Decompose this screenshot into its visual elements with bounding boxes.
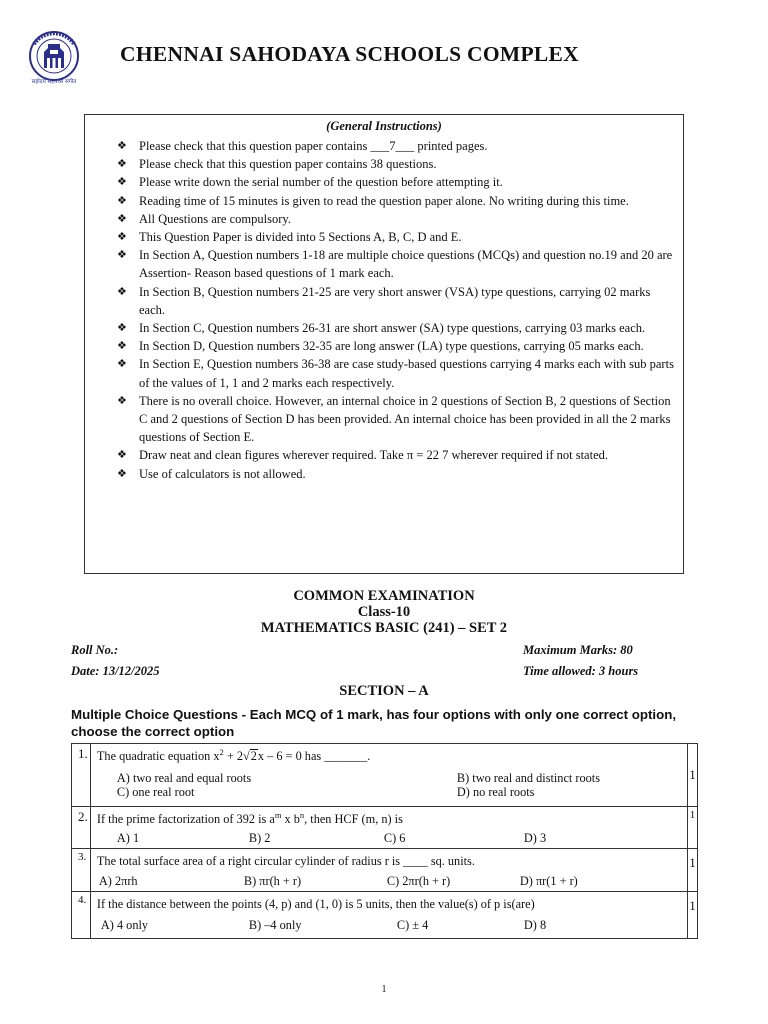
question-marks: 1 xyxy=(687,744,697,807)
diamond-bullet-icon: ❖ xyxy=(117,194,127,207)
question-marks: 1 xyxy=(687,892,697,939)
exam-class: Class-10 xyxy=(357,604,411,620)
question-marks: 1 xyxy=(687,807,697,849)
logo-motto: सहोदय सहयात्री संगीत xyxy=(31,79,77,85)
instruction-item: ❖ Draw neat and clean figures wherever required. Take π = 22 7 wherever required if not stated. xyxy=(117,446,677,464)
square-root-icon: √ xyxy=(242,749,250,763)
option: B) πr(h + r) xyxy=(243,874,302,888)
roll-no-label: Roll No.: xyxy=(71,643,119,657)
instruction-item: ❖ Please check that this question paper contains 38 questions. xyxy=(117,155,677,173)
school-emblem-icon xyxy=(26,30,82,86)
option: D) 3 xyxy=(523,831,547,845)
diamond-bullet-icon: ❖ xyxy=(117,231,127,244)
question-body xyxy=(90,744,687,807)
option: D) no real roots xyxy=(456,785,535,799)
option: C) 6 xyxy=(383,831,406,845)
diamond-bullet-icon: ❖ xyxy=(117,467,127,480)
instruction-item: ❖ In Section B, Question numbers 21-25 are very short answer (VSA) type questions, carrying 02 marks each. xyxy=(117,284,651,317)
max-marks: Maximum Marks: 80 xyxy=(523,643,633,657)
diamond-bullet-icon: ❖ xyxy=(117,358,127,371)
question-body xyxy=(90,892,687,939)
question-row xyxy=(72,744,698,807)
question-options xyxy=(97,874,687,888)
option: B) 2 xyxy=(248,831,271,845)
instruction-item: ❖ There is no overall choice. However, an internal choice in 2 questions of Section B, 2 questions of Section C and 2 questions of Section D has been provided. An internal choice has been provided in all the 2 marks questions of Section E. xyxy=(117,393,671,445)
instruction-item: ❖ Please check that this question paper contains ___7___ printed pages. xyxy=(117,137,677,155)
question-text: If the prime factorization of 392 is $a^m$ x $b^n$, then HCF (m, n) is xyxy=(96,809,403,826)
question-text: The total surface area of a right circular cylinder of radius r is ____ sq. units. xyxy=(96,854,475,868)
time-allowed: Time allowed: 3 hours xyxy=(523,664,639,678)
question-options xyxy=(97,918,687,932)
instruction-item: ❖ All Questions are compulsory. xyxy=(117,210,677,228)
option: D) 8 xyxy=(523,918,547,932)
question-row xyxy=(72,892,698,939)
question-options xyxy=(97,831,687,845)
instruction-item: ❖ Use of calculators is not allowed. xyxy=(117,465,677,483)
diamond-bullet-icon: ❖ xyxy=(117,285,127,298)
question-row xyxy=(72,807,698,849)
exam-subject: MATHEMATICS BASIC (241) – SET 2 xyxy=(260,620,508,636)
question-text: If the distance between the points (4, p) and (1, 0) is 5 units, then the value(s) of p is(are) xyxy=(96,897,535,911)
question-marks: 1 xyxy=(687,849,697,892)
question-body xyxy=(90,849,687,892)
question-body xyxy=(90,807,687,849)
instruction-item: ❖ In Section A, Question numbers 1-18 are multiple choice questions (MCQs) and question no.19 and 20 are Assertion- Reason based questions of 1 mark each. xyxy=(117,248,673,281)
option: C) ± 4 xyxy=(396,918,429,932)
option: C) one real root xyxy=(116,785,195,799)
question-text: The quadratic equation $x^2 + 2√2x - 6 = 0$ has _______. xyxy=(96,746,371,763)
general-instructions-box xyxy=(84,114,684,574)
diamond-bullet-icon: ❖ xyxy=(117,140,127,152)
option: A) two real and equal roots xyxy=(116,771,252,785)
instruction-item: ❖ Reading time of 15 minutes is given to read the question paper alone. No writing during this time. xyxy=(117,192,677,210)
option: B) –4 only xyxy=(248,918,302,932)
instruction-item: ❖ This Question Paper is divided into 5 Sections A, B, C, D and E. xyxy=(117,228,677,246)
question-number: 3. xyxy=(72,849,91,892)
instruction-item: ❖ In Section C, Question numbers 26-31 are short answer (SA) type questions, carrying 03 marks each. xyxy=(117,319,677,337)
diamond-bullet-icon: ❖ xyxy=(117,176,127,189)
diamond-bullet-icon: ❖ xyxy=(117,212,127,225)
diamond-bullet-icon: ❖ xyxy=(117,158,127,171)
instructions-heading: (General Instructions) xyxy=(326,119,442,133)
instruction-item: ❖ Please write down the serial number of the question before attempting it. xyxy=(117,173,677,191)
diamond-bullet-icon: ❖ xyxy=(117,322,127,335)
section-title: SECTION – A xyxy=(339,683,429,699)
page-number: 1 xyxy=(381,984,387,995)
school-title: CHENNAI SAHODAYA SCHOOLS COMPLEX xyxy=(120,42,579,66)
option: C) 2πr(h + r) xyxy=(386,874,451,888)
section-instruction: Multiple Choice Questions - Each MCQ of 1 mark, has four options with only one correct option, choose the correct option xyxy=(71,707,677,739)
diamond-bullet-icon: ❖ xyxy=(117,394,127,407)
diamond-bullet-icon: ❖ xyxy=(117,449,127,462)
exam-date: Date: 13/12/2025 xyxy=(71,664,160,678)
instruction-item: ❖ In Section D, Question numbers 32-35 are long answer (LA) type questions, carrying 05 marks each. xyxy=(117,337,677,355)
option: A) 2πrh xyxy=(98,874,138,888)
question-row xyxy=(72,849,698,892)
option: A) 1 xyxy=(116,831,140,845)
option: B) two real and distinct roots xyxy=(456,771,601,785)
question-number: 2. xyxy=(72,807,91,849)
diamond-bullet-icon: ❖ xyxy=(117,340,127,353)
exam-name: COMMON EXAMINATION xyxy=(293,588,475,604)
instruction-item: ❖ In Section E, Question numbers 36-38 are case study-based questions carrying 4 marks each with sub parts of the values of 1, 1 and 2 marks each respectively. xyxy=(117,357,674,390)
question-number: 1. xyxy=(72,744,91,807)
questions-table xyxy=(71,743,698,939)
instructions-list xyxy=(117,137,677,483)
question-number: 4. xyxy=(72,892,91,939)
question-options xyxy=(97,771,687,799)
diamond-bullet-icon: ❖ xyxy=(117,249,127,262)
option: D) πr(1 + r) xyxy=(519,874,578,888)
option: A) 4 only xyxy=(100,918,149,932)
